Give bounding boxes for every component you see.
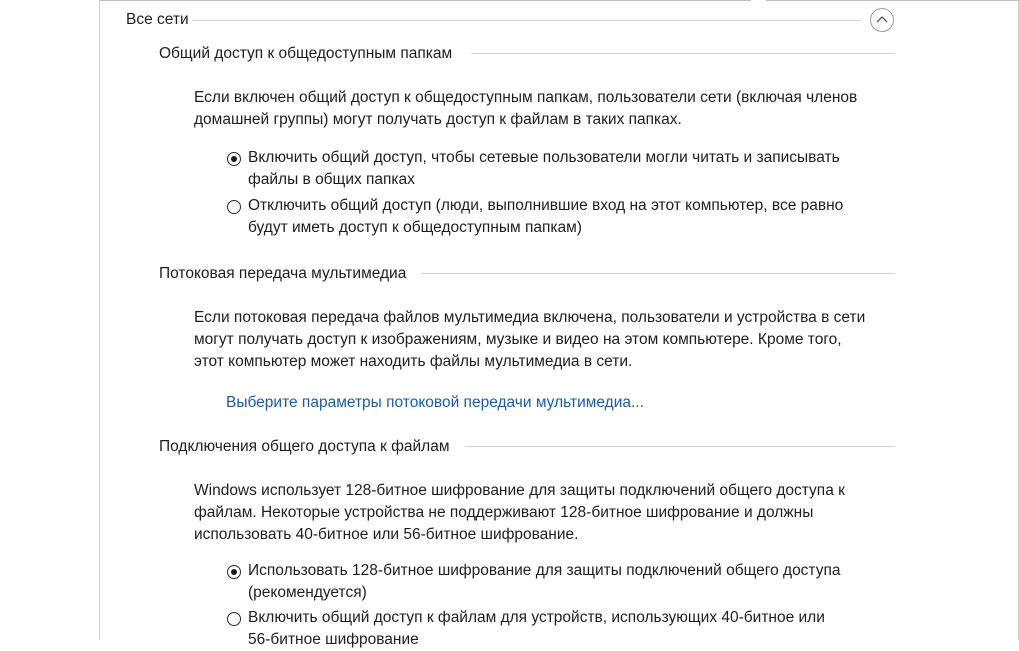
label-line: файлы в общих папках xyxy=(248,171,415,188)
description-line: файлам. Некоторые устройства не поддерживают 128-битное шифрование и должны xyxy=(194,504,814,521)
label-line: Включить общий доступ, чтобы сетевые пользователи могли читать и записывать xyxy=(248,149,840,166)
description-line: этот компьютер может находить файлы мультимедиа в сети. xyxy=(194,353,633,370)
left-border xyxy=(99,0,100,640)
media-streaming-description xyxy=(194,307,865,373)
radio-dot xyxy=(231,569,237,575)
file-sharing-description xyxy=(194,480,845,546)
label-line: Включить общий доступ к файлам для устройств, использующих 40-битное или xyxy=(248,609,825,626)
public-folders-heading: Общий доступ к общедоступным папкам xyxy=(159,45,453,62)
media-streaming-options-link[interactable]: Выберите параметры потоковой передачи мультимедиа... xyxy=(226,394,644,411)
section-divider xyxy=(192,20,861,21)
radio-label[interactable] xyxy=(248,195,843,239)
file-sharing-heading: Подключения общего доступа к файлам xyxy=(159,438,450,455)
label-line: 56-битное шифрование xyxy=(248,631,419,648)
description-line: Windows использует 128-битное шифрование для защиты подключений общего доступа к xyxy=(194,482,845,499)
radio-label[interactable] xyxy=(248,560,840,604)
radio-label[interactable] xyxy=(248,147,840,191)
section-title: Все сети xyxy=(126,11,189,28)
description-line: Если потоковая передача файлов мультимедиа включена, пользователи и устройства в сети xyxy=(194,309,866,326)
radio-button-selected[interactable] xyxy=(227,152,241,166)
public-folders-divider xyxy=(471,53,895,54)
description-line: Если включен общий доступ к общедоступным папкам, пользователи сети (включая членов xyxy=(194,89,858,106)
collapse-button[interactable] xyxy=(870,8,894,32)
label-line: Использовать 128-битное шифрование для защиты подключений общего доступа xyxy=(248,562,841,579)
top-border-left xyxy=(100,0,751,1)
radio-button[interactable] xyxy=(227,612,241,626)
label-line: Отключить общий доступ (люди, выполнившие вход на этот компьютер, все равно xyxy=(248,197,844,214)
public-folders-description xyxy=(194,87,857,131)
description-line: домашней группы) могут получать доступ к файлам в таких папках. xyxy=(194,111,682,128)
top-border-right xyxy=(766,0,1018,1)
radio-label[interactable] xyxy=(248,607,825,651)
media-streaming-divider xyxy=(421,273,895,274)
chevron-up-icon xyxy=(876,15,888,25)
radio-dot xyxy=(231,156,237,162)
description-line: могут получать доступ к изображениям, музыке и видео на этом компьютере. Кроме того, xyxy=(194,331,842,348)
radio-button-selected[interactable] xyxy=(227,565,241,579)
file-sharing-divider xyxy=(465,446,895,447)
label-line: (рекомендуется) xyxy=(248,584,367,601)
label-line: будут иметь доступ к общедоступным папкам) xyxy=(248,219,582,236)
media-streaming-heading: Потоковая передача мультимедиа xyxy=(159,265,407,282)
radio-button[interactable] xyxy=(227,200,241,214)
description-line: использовать 40-битное или 56-битное шифрование. xyxy=(194,526,579,543)
